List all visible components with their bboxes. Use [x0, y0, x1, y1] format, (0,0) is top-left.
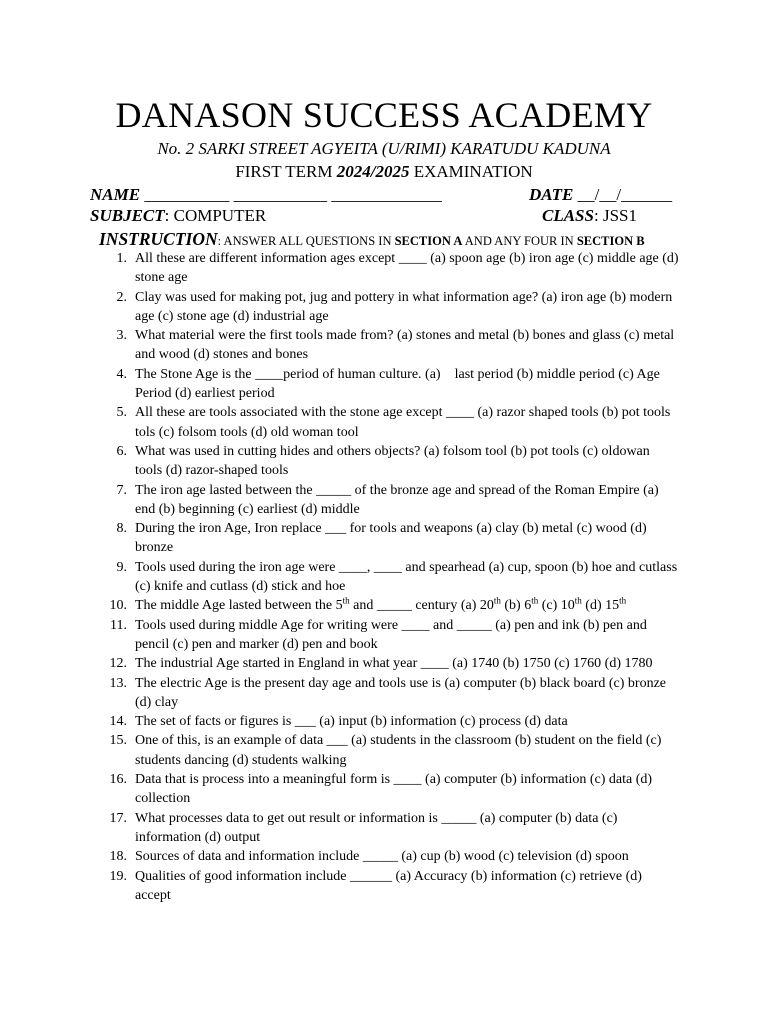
question-number: 14.	[109, 714, 127, 730]
question-text: Tools used during middle Age for writing were ____ and _____ (a) pen and ink (b) pen and pencil (c) pen and marker (d) pen and book	[135, 617, 647, 652]
question-number: 1.	[116, 251, 127, 266]
question-text: Tools used during the iron age were ____, ____ and spearhead (a) cup, spoon (b) hoe and cutlass (c) knife and cutlass (d) stick and hoe	[135, 559, 678, 595]
question-text: The iron age lasted between the _____ of the bronze age and spread of the Roman Empire (a) end (b) beginning (c) earliest (d) middle	[135, 482, 659, 517]
question-number: 19.	[109, 868, 127, 884]
q10-sup4: th	[574, 595, 582, 606]
question-number: 5.	[116, 405, 127, 421]
question-number: 4.	[116, 366, 127, 382]
question-number: 17.	[109, 810, 127, 826]
question-text: Qualities of good information include ______ (a) Accuracy (b) information (c) retrieve (d) accept	[135, 868, 642, 903]
q10-part5: (d) 15	[581, 598, 620, 614]
instruction-section-b: SECTION B	[576, 234, 645, 248]
question-item	[0, 558, 680, 597]
school-address: No. 2 SARKI STREET AGYEITA (U/RIMI) KARATUDU KADUNA	[157, 139, 611, 158]
question-text: The Stone Age is the ____period of human culture. (a) last period (b) middle period (c) Age Period (d) earliest period	[135, 366, 664, 402]
question-item	[0, 403, 680, 442]
name-blank: __________ ___________ _____________	[140, 185, 442, 204]
question-item	[0, 442, 680, 481]
question-text: The set of facts or figures is ___ (a) input (b) information (c) process (d) data	[135, 714, 568, 730]
school-name: DANASON SUCCESS ACADEMY	[115, 95, 653, 135]
question-text: Clay was used for making pot, jug and pottery in what information age? (a) iron age (b) modern age (c) stone age (d) industrial age	[135, 289, 673, 324]
q10-sup1: th	[342, 595, 350, 606]
question-item	[0, 674, 680, 713]
question-text: Sources of data and information include _____ (a) cup (b) wood (c) television (d) spoon	[135, 849, 629, 865]
name-field	[90, 185, 442, 205]
question-text: What material were the first tools made from? (a) stones and metal (b) bones and glass (c) metal and wood (d) stones and bones	[135, 328, 675, 363]
subject-value: : COMPUTER	[164, 206, 267, 225]
question-number: 15.	[109, 733, 127, 749]
question-number: 12.	[109, 656, 127, 672]
instruction-label: INSTRUCTION	[99, 229, 218, 249]
class-field	[542, 206, 637, 226]
question-item	[0, 770, 680, 809]
question-item	[0, 481, 680, 520]
question-text: All these are tools associated with the stone age except ____ (a) razor shaped tools (b) pot tools tols (c) folsom tools (d) old woman tool	[135, 405, 671, 440]
question-item	[0, 288, 680, 327]
question-text: The industrial Age started in England in what year ____ (a) 1740 (b) 1750 (c) 1760 (d) 1780	[135, 656, 653, 672]
question-number: 10.	[109, 598, 127, 614]
subject-field	[90, 206, 266, 226]
question-item	[0, 809, 680, 848]
question-list	[0, 249, 768, 905]
question-text	[135, 595, 627, 614]
question-number: 11.	[110, 617, 127, 633]
question-item	[0, 867, 680, 906]
question-item	[0, 731, 680, 770]
class-value: : JSS1	[593, 206, 637, 225]
q10-part3: (b) 6	[500, 598, 532, 614]
question-number: 9.	[116, 559, 127, 575]
question-item	[0, 326, 680, 365]
question-item	[0, 519, 680, 558]
question-number: 16.	[109, 772, 127, 788]
question-text: During the iron Age, Iron replace ___ for tools and weapons (a) clay (b) metal (c) wood (d) bronze	[135, 521, 647, 556]
question-number: 3.	[116, 328, 127, 344]
exam-year: 2024/2025	[336, 162, 410, 181]
question-text: The electric Age is the present day age and tools use is (a) computer (b) black board (c) bronze (d) clay	[135, 675, 667, 710]
instruction-section-a: SECTION A	[394, 234, 463, 248]
question-number: 8.	[116, 521, 127, 537]
instruction-part2: AND ANY FOUR IN	[462, 234, 577, 248]
question-text: What was used in cutting hides and others objects? (a) folsom tool (b) pot tools (c) oldowan tools (d) razor-shaped tools	[135, 443, 650, 479]
question-item	[0, 365, 680, 404]
question-item	[0, 654, 680, 673]
subject-label: SUBJECT	[90, 206, 165, 225]
instruction-part1: : ANSWER ALL QUESTIONS IN	[217, 234, 395, 248]
q10-sup5: th	[619, 595, 627, 606]
question-number: 7.	[116, 482, 127, 498]
question-item	[0, 596, 680, 615]
question-text: What processes data to get out result or information is _____ (a) computer (b) data (c) information (d) output	[135, 810, 618, 845]
question-item	[0, 616, 680, 655]
exam-prefix: FIRST TERM	[235, 162, 337, 181]
q10-sup3: th	[531, 595, 539, 606]
date-blank: __/__/______	[573, 185, 673, 204]
q10-part1: The middle Age lasted between the 5	[135, 598, 343, 614]
question-text: All these are different information ages except ____ (a) spoon age (b) iron age (c) middle age (d) stone age	[135, 251, 679, 286]
date-field	[529, 185, 672, 205]
question-number: 13.	[109, 675, 127, 691]
name-label: NAME	[90, 185, 141, 204]
question-item	[0, 847, 680, 866]
date-label: DATE	[529, 185, 574, 204]
question-number: 2.	[116, 289, 127, 305]
question-item	[0, 712, 680, 731]
exam-title	[0, 162, 768, 182]
q10-sup2: th	[493, 595, 501, 606]
question-number: 18.	[109, 849, 127, 865]
question-text: Data that is process into a meaningful form is ____ (a) computer (b) information (c) data (d) collection	[135, 772, 653, 807]
question-number: 6.	[116, 443, 127, 459]
question-item	[0, 249, 680, 288]
instruction	[99, 229, 645, 251]
q10-part4: (c) 10	[538, 598, 575, 614]
class-label: CLASS	[542, 206, 594, 225]
q10-part2: and _____ century (a) 20	[349, 598, 494, 614]
question-text: One of this, is an example of data ___ (a) students in the classroom (b) student on the field (c) students dancing (d) students walking	[135, 733, 662, 768]
exam-suffix: EXAMINATION	[409, 162, 533, 181]
